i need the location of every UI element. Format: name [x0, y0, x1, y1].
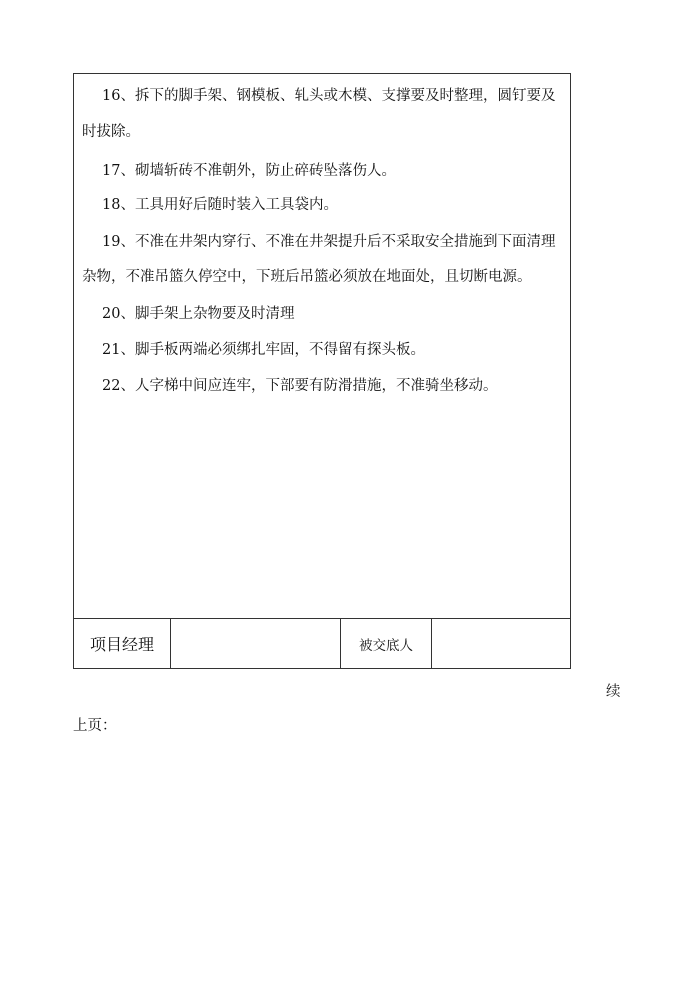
item-19-line1: [82, 224, 566, 260]
item-21: [82, 332, 566, 368]
item-19-text: 19、不准在井架内穿行、不准在井架提升后不采取安全措施到下面清理: [102, 234, 556, 250]
item-16-line1: [82, 78, 566, 114]
recipient-signature-field[interactable]: [432, 619, 570, 668]
project-manager-signature-field[interactable]: [171, 619, 341, 668]
item-18: [82, 187, 566, 223]
item-20: [82, 296, 566, 332]
continuation-text-part1: 续: [606, 684, 621, 700]
item-17-text: 17、砌墙斩砖不准朝外，防止碎砖坠落伤人。: [102, 163, 396, 179]
item-16-line2: 时拔除。: [82, 124, 140, 140]
item-21-text: 21、脚手板两端必须绑扎牢固，不得留有探头板。: [102, 342, 425, 358]
item-18-text: 18、工具用好后随时装入工具袋内。: [102, 197, 338, 213]
project-manager-label: 项目经理: [74, 619, 171, 668]
continuation-text-part2: 上页：: [73, 718, 117, 734]
item-22-text: 22、人字梯中间应连牢，下部要有防滑措施，不准骑坐移动。: [102, 378, 498, 394]
item-22: [82, 368, 566, 404]
item-17: [82, 153, 566, 189]
recipient-label: 被交底人: [341, 619, 432, 668]
safety-briefing-table: [73, 73, 571, 669]
item-19-line2: 杂物，不准吊篮久停空中，下班后吊篮必须放在地面处，且切断电源。: [82, 269, 532, 285]
item-20-text: 20、脚手架上杂物要及时清理: [102, 306, 295, 322]
signature-row: [74, 619, 570, 668]
content-cell: [74, 74, 570, 619]
item-16-text: 16、拆下的脚手架、钢模板、轧头或木模、支撑要及时整理，圆钉要及: [102, 88, 556, 104]
